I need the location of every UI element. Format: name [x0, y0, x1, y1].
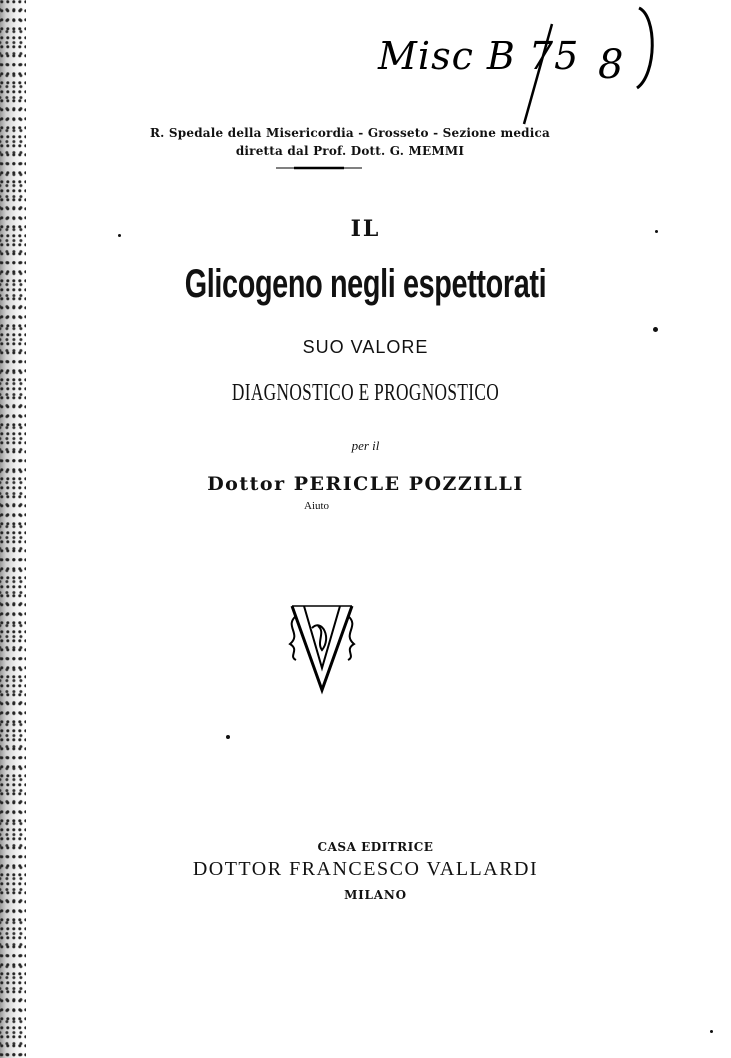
institution-line-2: diretta dal Prof. Dott. G. MEMMI: [235, 144, 465, 158]
publisher-name: DOTTOR FRANCESCO VALLARDI: [192, 858, 539, 880]
handwritten-shelfmark: Misc B 75: [378, 34, 580, 78]
publisher-ornament: [282, 598, 362, 698]
ink-speck: [226, 735, 230, 739]
handwritten-number: 8: [598, 42, 625, 88]
author-name: Dottor PERICLE POZZILLI: [207, 473, 524, 495]
handwritten-bracket: [633, 4, 663, 94]
subtitle-line-1: SUO VALORE: [302, 337, 429, 357]
author-preposition: per il: [351, 438, 380, 453]
ornamental-rule: [274, 164, 364, 172]
ink-speck: [710, 1030, 713, 1033]
title-article: IL: [350, 216, 381, 242]
author-role: Aiuto: [304, 500, 330, 512]
publisher-city: MILANO: [344, 888, 407, 902]
institution-line-1: R. Spedale della Misericordia - Grosseto - Sezione medica: [149, 126, 551, 140]
ink-speck: [653, 327, 658, 332]
handwritten-slash: [518, 20, 558, 130]
book-title: Glicogeno negli espettorati: [184, 262, 547, 306]
publisher-label: CASA EDITRICE: [317, 840, 434, 854]
subtitle-line-2: DIAGNOSTICO E PROGNOSTICO: [231, 380, 500, 406]
